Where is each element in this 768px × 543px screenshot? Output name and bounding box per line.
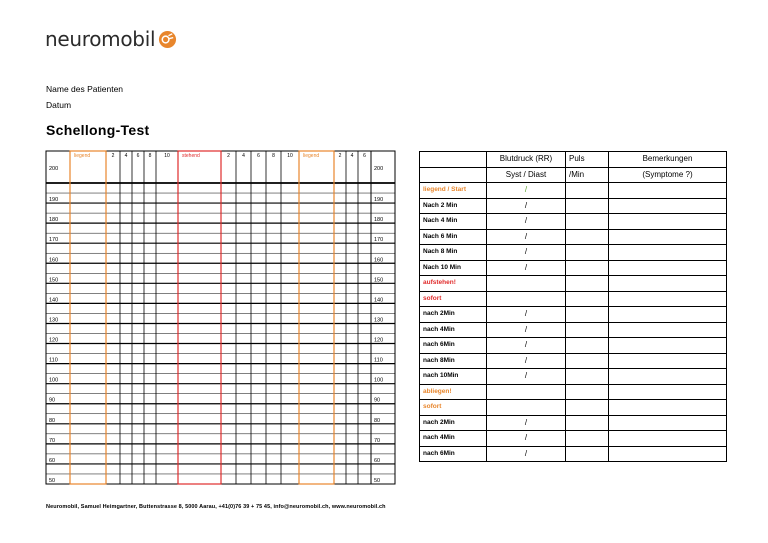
y-tick-label-left: 150	[49, 277, 59, 284]
table-row	[420, 245, 727, 261]
minute-column-label: 8	[272, 153, 275, 159]
pulse-cell[interactable]	[566, 353, 609, 369]
blood-pressure-cell[interactable]: /	[487, 431, 566, 447]
table-row	[420, 152, 727, 168]
remarks-cell[interactable]	[609, 229, 727, 245]
row-label-cell: nach 4Min	[420, 322, 487, 338]
pulse-cell[interactable]	[566, 322, 609, 338]
pulse-cell[interactable]	[566, 338, 609, 354]
y-tick-label-right: 150	[374, 277, 384, 284]
pulse-cell[interactable]	[566, 260, 609, 276]
blood-pressure-cell[interactable]	[487, 276, 566, 292]
minute-column-label: 10	[287, 153, 293, 159]
y-tick-label-right: 200	[374, 166, 384, 172]
blood-pressure-cell[interactable]: /	[487, 353, 566, 369]
y-tick-label-right: 80	[374, 417, 381, 424]
section-header-label: liegend	[303, 153, 320, 159]
y-tick-label-left: 130	[49, 317, 59, 324]
y-tick-label-left: 120	[49, 337, 59, 344]
blood-pressure-cell[interactable]: /	[487, 245, 566, 261]
row-label-cell: aufstehen!	[420, 276, 487, 292]
row-label-cell: nach 2Min	[420, 415, 487, 431]
minute-column-label: 4	[350, 153, 354, 159]
y-tick-label-left: 190	[49, 197, 59, 204]
pulse-cell[interactable]	[566, 384, 609, 400]
pulse-cell[interactable]	[566, 369, 609, 385]
blood-pressure-cell[interactable]: /	[487, 260, 566, 276]
blood-pressure-cell[interactable]: /	[487, 214, 566, 230]
remarks-cell[interactable]	[609, 353, 727, 369]
row-label-cell	[420, 167, 487, 183]
remarks-cell[interactable]	[609, 400, 727, 416]
pulse-cell[interactable]	[566, 245, 609, 261]
logo-text: neuromobil	[45, 27, 156, 51]
blood-pressure-cell[interactable]	[487, 384, 566, 400]
pulse-cell[interactable]: Puls	[566, 152, 609, 168]
minute-column-label: 8	[148, 153, 152, 159]
y-tick-label-right: 140	[374, 297, 384, 304]
y-tick-label-left: 70	[49, 437, 56, 444]
row-label-cell: sofort	[420, 400, 487, 416]
row-label-cell: nach 8Min	[420, 353, 487, 369]
row-label-cell: liegend / Start	[420, 183, 487, 199]
section-header-label: liegend	[74, 153, 91, 159]
table-row	[420, 229, 727, 245]
table-row	[420, 322, 727, 338]
table-row	[420, 431, 727, 447]
blood-pressure-cell[interactable]: /	[487, 415, 566, 431]
table-row	[420, 291, 727, 307]
remarks-cell[interactable]	[609, 245, 727, 261]
table-row	[420, 167, 727, 183]
y-tick-label-left: 110	[49, 357, 58, 364]
table-row	[420, 307, 727, 323]
remarks-cell[interactable]	[609, 198, 727, 214]
y-tick-label-left: 200	[49, 166, 59, 172]
minute-column-label: 2	[227, 153, 230, 159]
y-tick-label-right: 60	[374, 457, 381, 464]
minute-column-label: 2	[111, 153, 115, 159]
remarks-cell[interactable]	[609, 291, 727, 307]
blood-pressure-cell[interactable]: /	[487, 229, 566, 245]
minute-column-label: 6	[257, 153, 260, 159]
remarks-cell[interactable]	[609, 260, 727, 276]
patient-name-label: Name des Patienten	[46, 84, 124, 94]
table-row	[420, 214, 727, 230]
pulse-cell[interactable]	[566, 400, 609, 416]
blood-pressure-cell[interactable]	[487, 400, 566, 416]
table-row	[420, 183, 727, 199]
y-tick-label-right: 190	[374, 197, 384, 204]
minute-column-label: 6	[136, 153, 140, 159]
table-row	[420, 198, 727, 214]
table-row	[420, 276, 727, 292]
table-row	[420, 384, 727, 400]
remarks-cell[interactable]	[609, 431, 727, 447]
y-tick-label-right: 130	[374, 317, 384, 324]
y-tick-label-left: 80	[49, 417, 56, 424]
pulse-cell[interactable]	[566, 183, 609, 199]
row-label-cell: nach 6Min	[420, 338, 487, 354]
y-tick-label-left: 170	[49, 237, 59, 244]
remarks-cell[interactable]	[609, 276, 727, 292]
blood-pressure-cell[interactable]: /	[487, 446, 566, 462]
table-row	[420, 400, 727, 416]
table-row	[420, 369, 727, 385]
minute-column-label: 4	[242, 153, 245, 159]
y-tick-label-left: 50	[49, 478, 56, 484]
row-label-cell: Nach 4 Min	[420, 214, 487, 230]
table-row	[420, 260, 727, 276]
y-tick-label-left: 100	[49, 377, 59, 384]
y-tick-label-right: 110	[374, 357, 383, 364]
pulse-cell[interactable]	[566, 307, 609, 323]
measurement-table	[419, 151, 727, 462]
remarks-cell[interactable]	[609, 322, 727, 338]
y-tick-label-left: 60	[49, 457, 56, 464]
remarks-cell[interactable]	[609, 446, 727, 462]
section-header-label: stehend	[182, 153, 200, 159]
pulse-cell[interactable]: /Min	[566, 167, 609, 183]
blood-pressure-cell[interactable]: /	[487, 338, 566, 354]
y-tick-label-right: 120	[374, 337, 384, 344]
y-tick-label-left: 180	[49, 217, 59, 224]
y-tick-label-right: 50	[374, 478, 381, 484]
footer-contact: Neuromobil, Samuel Heimgartner, Buttenstrasse 8, 5000 Aarau, +41(0)76 39 + 75 45, info@neuromobil.ch, www.neuromobil.ch	[46, 504, 386, 510]
table-row	[420, 415, 727, 431]
remarks-cell[interactable]: Bemerkungen	[609, 152, 727, 168]
row-label-cell: Nach 6 Min	[420, 229, 487, 245]
blood-pressure-cell[interactable]: Syst / Diast	[487, 167, 566, 183]
row-label-cell: Nach 10 Min	[420, 260, 487, 276]
minute-column-label: 2	[338, 153, 342, 159]
remarks-cell[interactable]: (Symptome ?)	[609, 167, 727, 183]
remarks-cell[interactable]	[609, 183, 727, 199]
blood-pressure-cell[interactable]: /	[487, 183, 566, 199]
pulse-cell[interactable]	[566, 415, 609, 431]
row-label-cell: abliegen!	[420, 384, 487, 400]
y-tick-label-right: 170	[374, 237, 384, 244]
row-label-cell	[420, 152, 487, 168]
blood-pressure-cell[interactable]: /	[487, 322, 566, 338]
row-label-cell: nach 10Min	[420, 369, 487, 385]
blood-pressure-cell[interactable]: /	[487, 198, 566, 214]
pulse-cell[interactable]	[566, 446, 609, 462]
row-label-cell: Nach 8 Min	[420, 245, 487, 261]
table-row	[420, 353, 727, 369]
remarks-cell[interactable]	[609, 307, 727, 323]
blood-pressure-cell[interactable]	[487, 291, 566, 307]
pulse-cell[interactable]	[566, 214, 609, 230]
blood-pressure-cell[interactable]: /	[487, 307, 566, 323]
table-row	[420, 338, 727, 354]
remarks-cell[interactable]	[609, 214, 727, 230]
row-label-cell: nach 2Min	[420, 307, 487, 323]
y-tick-label-left: 140	[49, 297, 59, 304]
pulse-cell[interactable]	[566, 229, 609, 245]
page-title: Schellong-Test	[46, 122, 150, 138]
blood-pressure-cell[interactable]: Blutdruck (RR)	[487, 152, 566, 168]
pulse-cell[interactable]	[566, 431, 609, 447]
remarks-cell[interactable]	[609, 384, 727, 400]
remarks-cell[interactable]	[609, 369, 727, 385]
remarks-cell[interactable]	[609, 338, 727, 354]
y-tick-label-left: 90	[49, 397, 56, 404]
y-tick-label-right: 160	[374, 257, 384, 264]
pulse-cell[interactable]	[566, 291, 609, 307]
date-label: Datum	[46, 100, 72, 110]
minute-column-label: 4	[124, 153, 128, 159]
y-tick-label-right: 180	[374, 217, 384, 224]
row-label-cell: nach 6Min	[420, 446, 487, 462]
row-label-cell: nach 4Min	[420, 431, 487, 447]
minute-column-label: 10	[164, 153, 170, 159]
row-label-cell: sofort	[420, 291, 487, 307]
pulse-cell[interactable]	[566, 198, 609, 214]
y-tick-label-right: 100	[374, 377, 384, 384]
y-tick-label-left: 160	[49, 257, 59, 264]
remarks-cell[interactable]	[609, 415, 727, 431]
minute-column-label: 6	[363, 153, 366, 159]
y-tick-label-right: 70	[374, 437, 381, 444]
y-tick-label-right: 90	[374, 397, 381, 404]
table-row	[420, 446, 727, 462]
blood-pressure-cell[interactable]: /	[487, 369, 566, 385]
row-label-cell: Nach 2 Min	[420, 198, 487, 214]
pulse-cell[interactable]	[566, 276, 609, 292]
